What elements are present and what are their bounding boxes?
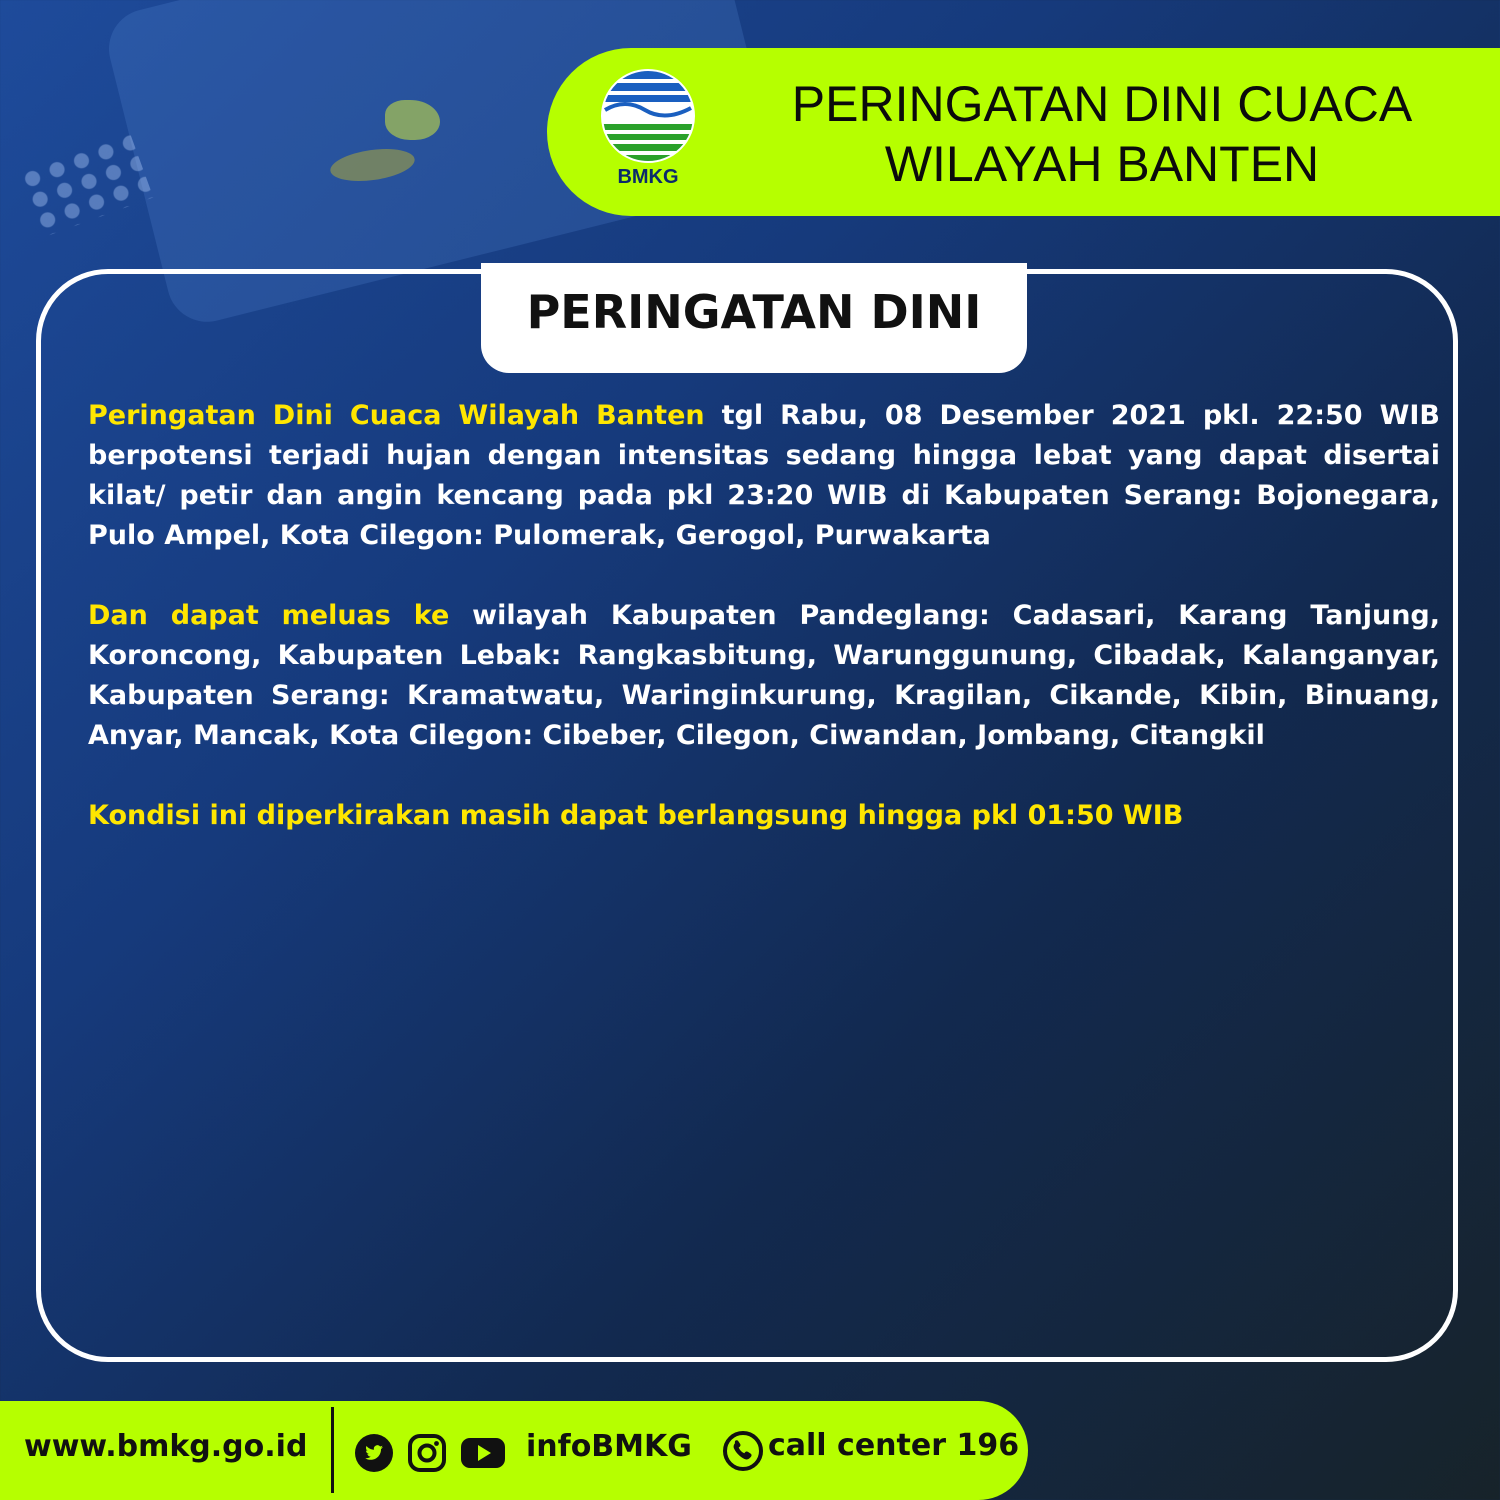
p1-highlight: Peringatan Dini Cuaca Wilayah Banten	[88, 400, 705, 431]
call-center[interactable]: call center 196	[768, 1428, 1020, 1463]
twitter-icon[interactable]	[354, 1433, 394, 1473]
card-title: PERINGATAN DINI	[526, 285, 982, 339]
page-title	[777, 74, 1427, 194]
social-handle[interactable]: infoBMKG	[526, 1429, 692, 1464]
card-tab	[481, 263, 1027, 373]
paragraph-1	[88, 396, 1440, 556]
paragraph-2	[88, 596, 1440, 756]
youtube-icon[interactable]	[460, 1433, 506, 1473]
footer-divider	[331, 1407, 334, 1493]
logo-text: BMKG	[617, 166, 679, 188]
p2-text: wilayah Kabupaten Pandeglang: Cadasari, Karang Tanjung, Koroncong, Kabupaten Lebak: Rangkasbitung, Warunggunung, Cibadak, Kalanganyar, Kabupaten Serang: Kramatwatu, Waringinkurung, Kragilan, Cikande, Kibin, Binuang, Anyar, Mancak, Kota Cilegon: Cibeber, Cilegon, Ciwandan, Jombang, Citangkil	[88, 600, 1441, 751]
warning-content	[88, 396, 1440, 876]
title-line-1: PERINGATAN DINI CUACA	[791, 76, 1413, 132]
title-line-2: WILAYAH BANTEN	[884, 136, 1320, 192]
bmkg-logo-icon	[595, 68, 701, 168]
instagram-icon[interactable]	[407, 1433, 447, 1473]
p3-highlight: Kondisi ini diperkirakan masih dapat berlangsung hingga pkl 01:50 WIB	[88, 800, 1184, 831]
phone-icon	[722, 1430, 764, 1472]
p1-text: tgl Rabu, 08 Desember 2021 pkl. 22:50 WIB berpotensi terjadi hujan dengan intensitas sedang hingga lebat yang dapat disertai kilat/ petir dan angin kencang pada pkl 23:20 WIB di Kabupaten Serang: Bojonegara, Pulo Ampel, Kota Cilegon: Pulomerak, Gerogol, Purwakarta	[88, 400, 1440, 551]
website-link[interactable]: www.bmkg.go.id	[24, 1429, 308, 1464]
paragraph-3	[88, 796, 1440, 836]
background-keypad-dots	[17, 132, 154, 239]
bmkg-logo	[595, 68, 701, 198]
footer-bar	[0, 1401, 1028, 1500]
p2-highlight: Dan dapat meluas ke	[88, 600, 450, 631]
background-map-island	[385, 100, 440, 140]
header-banner	[547, 48, 1500, 216]
